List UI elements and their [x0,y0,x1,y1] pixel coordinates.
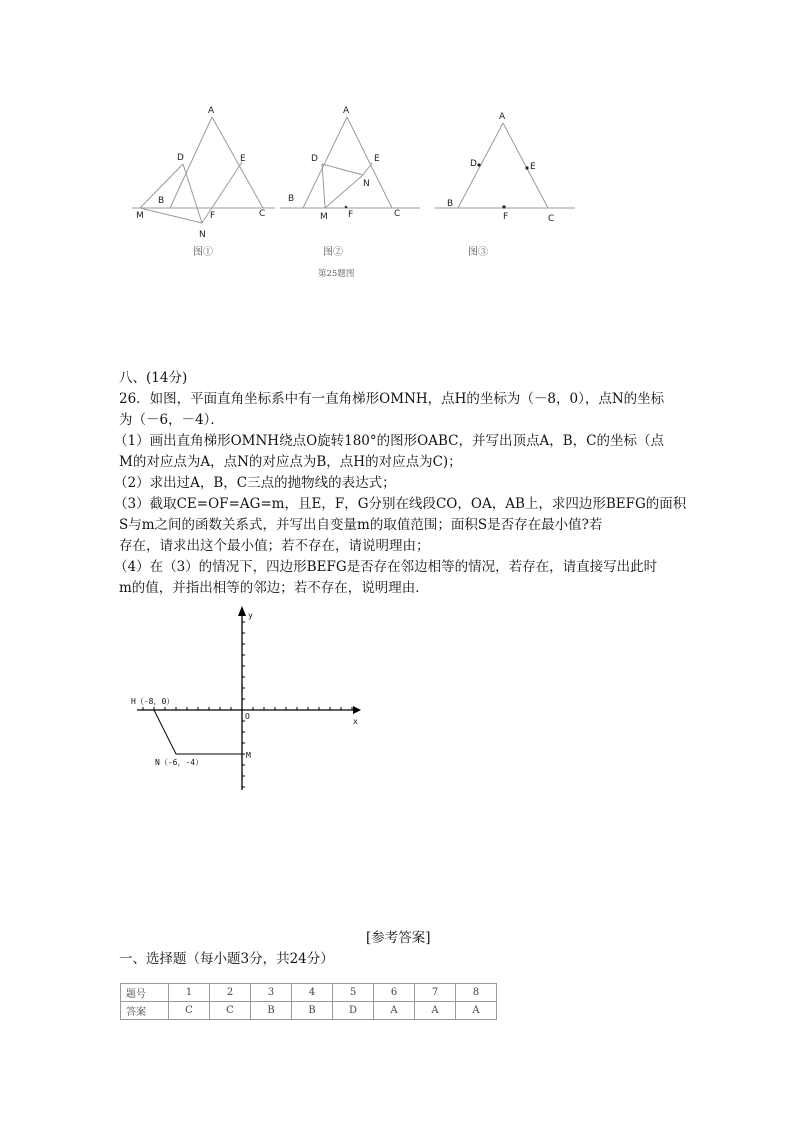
x-axis-arrow [353,706,361,714]
figure-2 [280,106,420,258]
fig3-caption: 图③ [468,247,488,258]
question-1-line-1: （1）画出直角梯形OMNH绕点O旋转180°的图形OABC，并写出顶点A，B，C的坐标（点 [114,433,664,449]
question-number: 8 [456,984,497,1002]
figure-group-25 [120,95,590,285]
answer-value: B [251,1002,292,1020]
question-2: （2）求出过A，B，C三点的抛物线的表达式； [114,475,396,491]
question-number: 2 [210,984,251,1002]
fig1-point-D: D [177,153,184,163]
coordinate-graph [125,600,375,795]
answer-table-answer-row [121,1002,497,1020]
fig2-point-A: A [343,106,350,116]
answer-value: A [415,1002,456,1020]
fig1-point-N: N [199,230,206,240]
fig1-point-M: M [136,211,144,221]
fig2-point-B: B [288,194,295,204]
answer-table [120,983,497,1020]
fig3-point-C: C [548,214,555,224]
answers-title: [参考答案] [366,930,431,946]
trapezoid-OMNH [154,710,242,754]
problem-26-line-2: 为（－6，－4）． [119,412,224,428]
question-number: 5 [333,984,374,1002]
fig3-point-A: A [499,112,506,122]
question-number: 3 [251,984,292,1002]
fig2-caption: 图② [323,247,343,258]
fig1-point-E: E [240,154,246,164]
figure-group-caption: 第25题图 [318,269,355,279]
question-number: 1 [169,984,210,1002]
answer-label: 答案 [121,1002,169,1020]
header-label: 题号 [121,984,169,1002]
label-x: x [353,717,358,726]
fig3-point-D: D [470,159,477,169]
y-axis-arrow [238,606,246,616]
question-4-line-2: m的值，并指出相等的邻边；若不存在，说明理由． [119,580,429,596]
fig1-point-A: A [208,106,215,116]
fig2-point-F: F [348,210,354,220]
label-y: y [248,611,253,620]
section-heading: 八、(14分) [119,370,188,386]
question-4-line-1: （4）在（3）的情况下，四边形BEFG是否存在邻边相等的情况，若存在，请直接写出此时 [114,559,658,575]
label-origin: O [245,712,250,721]
figure-3 [435,112,575,258]
label-H: H（-8，0） [131,697,175,706]
answer-value: B [292,1002,333,1020]
answer-value: A [456,1002,497,1020]
answer-table-header-row [121,984,497,1002]
question-number: 7 [415,984,456,1002]
fig2-point-C: C [394,209,401,219]
figure-1 [132,106,275,258]
fig1-point-B: B [158,196,165,206]
label-M: M [246,751,251,760]
answers-section-title: 一、选择题（每小题3分，共24分） [119,951,334,967]
fig3-point-F: F [503,212,509,222]
fig3-point-B: B [447,199,454,209]
answer-value: C [210,1002,251,1020]
question-3-line-3: 存在，请求出这个最小值；若不存在，请说明理由； [119,538,430,554]
question-3-line-1: （3）截取CE=OF=AG=m，且E，F，G分别在线段CO，OA，AB上，求四边形BEFG的面积 [114,496,687,512]
question-3-line-2: S与m之间的函数关系式，并写出自变量m的取值范围；面积S是否存在最小值?若 [119,517,603,533]
fig2-point-D: D [311,154,318,164]
problem-26-line-1: 26．如图，平面直角坐标系中有一直角梯形OMNH，点H的坐标为（－8，0），点N的坐标 [119,391,665,407]
fig2-point-M: M [320,212,328,222]
fig1-point-F: F [210,211,216,221]
question-1-line-2: M的对应点为A，点N的对应点为B，点H的对应点为C)； [119,454,462,470]
answer-value: A [374,1002,415,1020]
question-number: 6 [374,984,415,1002]
answer-value: D [333,1002,374,1020]
fig1-point-C: C [259,209,266,219]
fig3-point-E: E [530,162,536,172]
answer-value: C [169,1002,210,1020]
question-number: 4 [292,984,333,1002]
fig2-point-E: E [374,154,380,164]
fig1-caption: 图① [193,247,213,258]
label-N: N（-6，-4） [155,758,204,767]
fig2-point-N: N [363,179,370,189]
